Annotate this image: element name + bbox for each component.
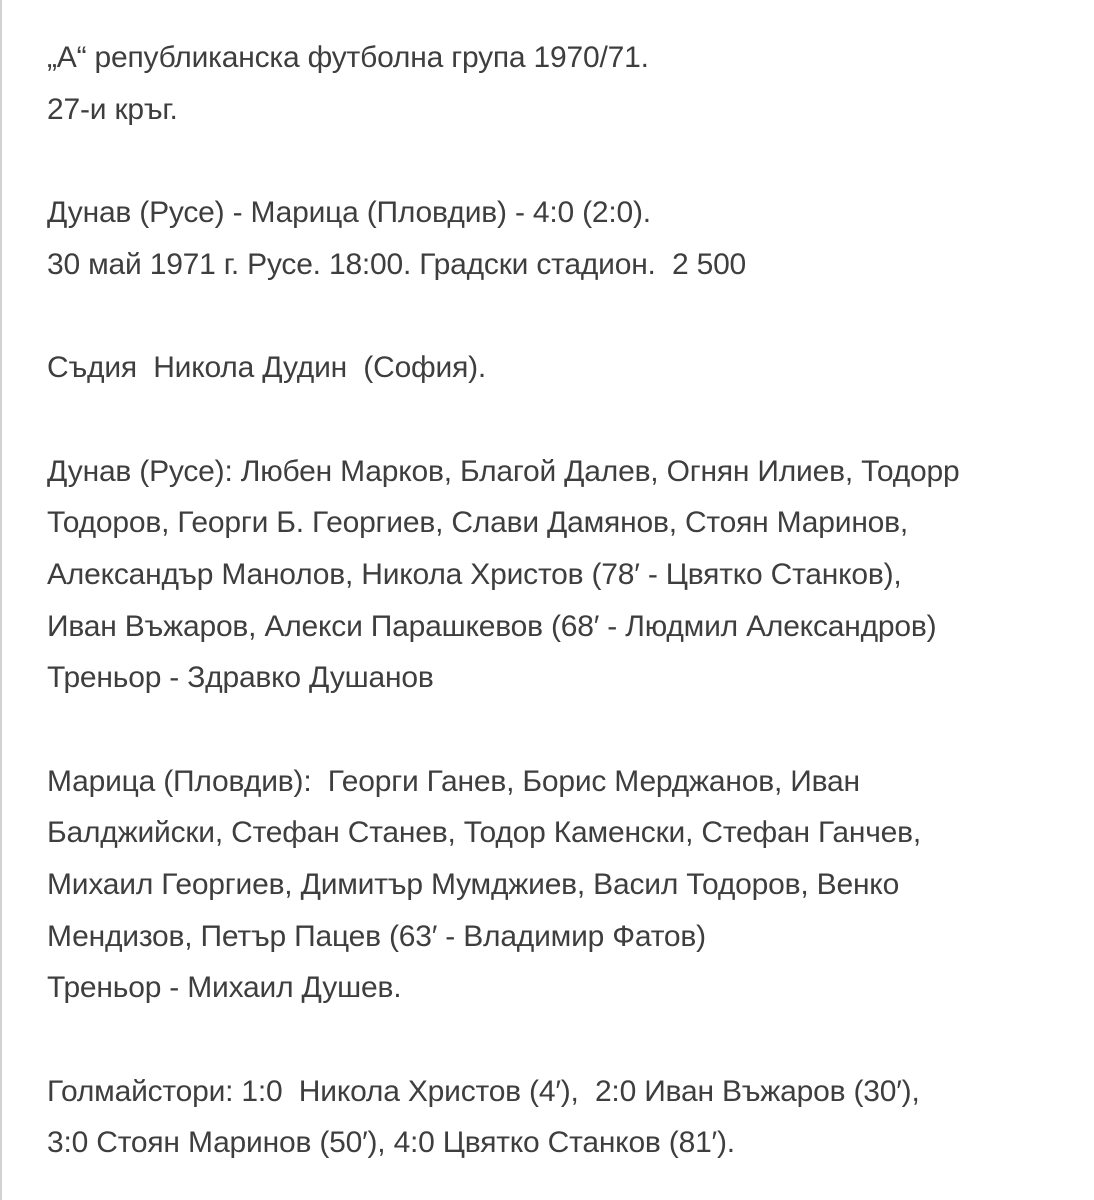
- spacer: [47, 394, 1087, 446]
- match-details: 30 май 1971 г. Русе. 18:00. Градски стадион. 2 500: [47, 247, 747, 281]
- round-title: 27-и кръг.: [47, 92, 178, 126]
- home-lineup-line: Дунав (Русе): Любен Марков, Благой Далев, Огнян Илиев, Тодорр: [47, 454, 960, 488]
- home-lineup-line: Александър Манолов, Никола Христов (78′ - Цвятко Станков),: [47, 557, 902, 591]
- away-lineup-line: Марица (Пловдив): Георги Ганев, Борис Мерджанов, Иван: [47, 764, 860, 798]
- away-lineup-line: Мендизов, Петър Пацев (63′ - Владимир Фатов): [47, 919, 706, 953]
- home-lineup-line: Иван Въжаров, Алекси Парашкевов (68′ - Людмил Александров): [47, 609, 937, 643]
- referee: Съдия Никола Дудин (София).: [47, 351, 487, 385]
- spacer: [47, 1014, 1087, 1066]
- spacer: [47, 704, 1087, 756]
- scorers-line: 3:0 Стоян Маринов (50′), 4:0 Цвятко Станков (81′).: [47, 1126, 735, 1160]
- home-coach: Треньор - Здравко Душанов: [47, 661, 434, 695]
- home-lineup-line: Тодоров, Георги Б. Георгиев, Слави Дамянов, Стоян Маринов,: [47, 506, 909, 540]
- away-lineup-line: Балджийски, Стефан Станев, Тодор Каменски, Стефан Ганчев,: [47, 816, 921, 850]
- spacer: [47, 135, 1087, 187]
- spacer: [47, 290, 1087, 342]
- match-result: Дунав (Русе) - Марица (Пловдив) - 4:0 (2:0).: [47, 196, 651, 230]
- scorers-line: Голмайстори: 1:0 Никола Христов (4′), 2:0 Иван Въжаров (30′),: [47, 1074, 920, 1108]
- league-title: „А“ републиканска футболна група 1970/71.: [47, 41, 649, 74]
- away-lineup-line: Михаил Георгиев, Димитър Мумджиев, Васил Тодоров, Венко: [47, 868, 900, 901]
- away-coach: Треньор - Михаил Душев.: [47, 971, 402, 1005]
- match-report: [47, 32, 1087, 1169]
